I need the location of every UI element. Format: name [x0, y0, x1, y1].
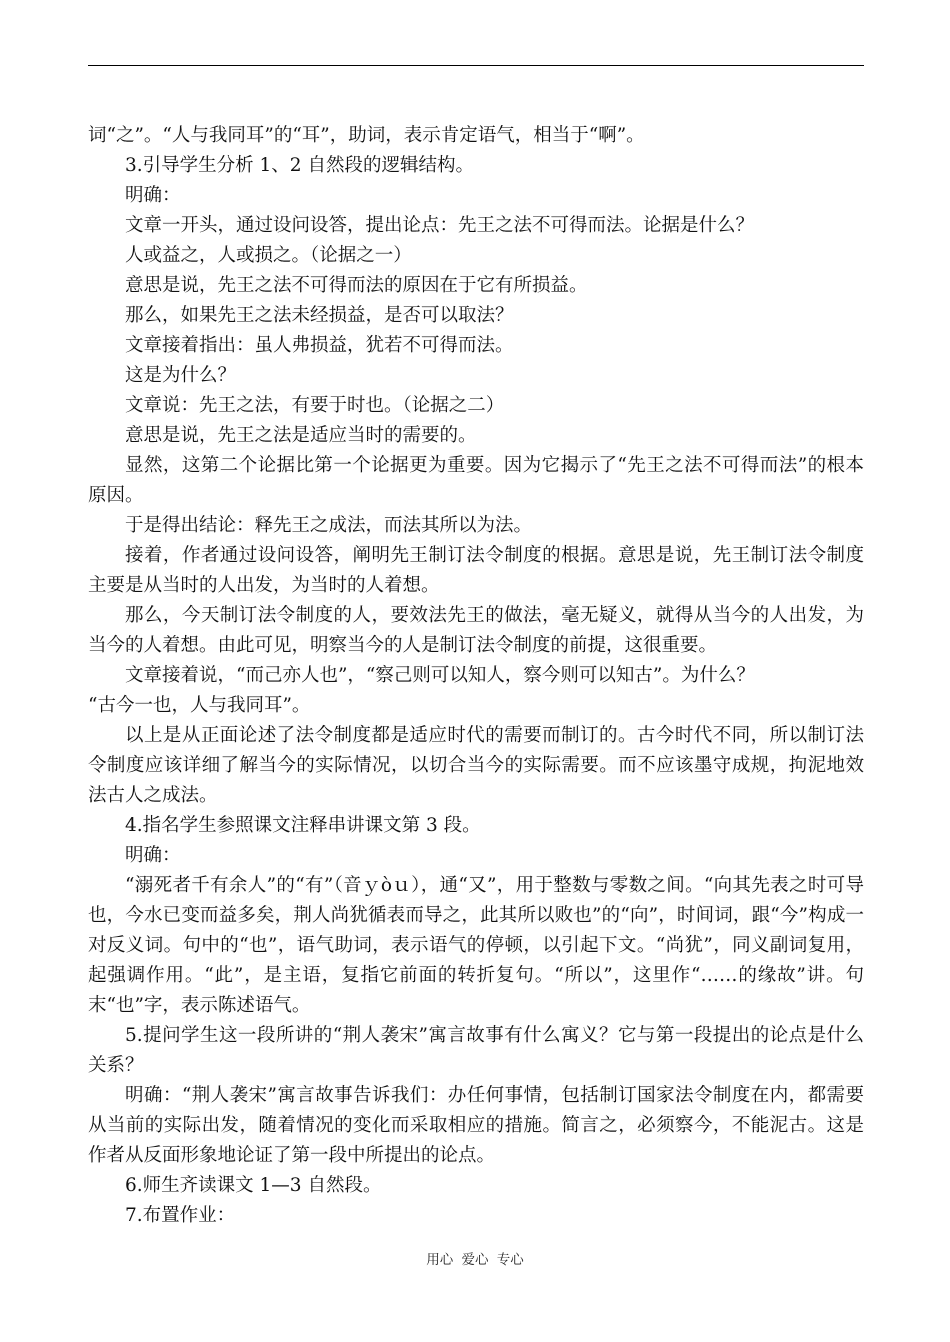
paragraph-p-note-detail: “溺死者千有余人”的“有”（音ｙòｕ），通“又”，用于整数与零数之间。“向其先表之时可导也，今水已变而益多矣，荆人尚犹循表而导之，此其所以败也”的“向”，时间词，跟“今”构成一对反义词。句中的“也”，语气助词，表示语气的停顿，以引起下文。“尚犹”，同义副词复用，起强调作用。“此”，是主语，复指它前面的转折复句。“所以”，这里作“……的缘故”讲。句末“也”字，表示陈述语气。 [88, 875, 864, 1016]
paragraph-p-question-1: 那么，如果先王之法未经损益，是否可以取法？ [125, 305, 514, 326]
paragraph-p-mingque-2: 明确： [125, 845, 181, 866]
paragraph-p-step5-heading: 5.提问学生这一段所讲的“荆人袭宋”寓言故事有什么寓义？它与第一段提出的论点是什么关系？ [88, 1025, 864, 1076]
paragraph-p-meaning-1: 意思是说，先王之法不可得而法的原因在于它有所损益。 [125, 275, 588, 296]
paragraph-p-opening-thesis: 文章一开头，通过设问设答，提出论点：先王之法不可得而法。论据是什么？ [125, 215, 755, 236]
paragraph-p-summary: 以上是从正面论述了法令制度都是适应时代的需要而制订的。古今时代不同，所以制订法令制度应该详细了解当今的实际情况，以切合当今的实际需要。而不应该墨守成规，拘泥地效法古人之成法。 [88, 725, 864, 806]
paragraph-p-step6-heading: 6.师生齐读课文 1—3 自然段。 [125, 1175, 382, 1196]
paragraph-p-continues: 文章接着说，“而己亦人也”，“察己则可以知人，察今则可以知古”。为什么？ [125, 665, 755, 686]
paragraph-p-mingque-3: 明确：“荆人袭宋”寓言故事告诉我们：办任何事情，包括制订国家法令制度在内，都需要从当前的实际出发，随着情况的变化而采取相应的措施。简言之，必须察今，不能泥古。这是作者从反面形象地论证了第一段中所提出的论点。 [88, 1085, 864, 1166]
paragraph-p-mingque-1: 明确： [125, 185, 181, 206]
document-body [88, 121, 864, 1231]
paragraph-p-continuation: 词“之”。“人与我同耳”的“耳”，助词，表示肯定语气，相当于“啊”。 [88, 125, 645, 146]
paragraph-p-point-out: 文章接着指出：虽人弗损益，犹若不可得而法。 [125, 335, 514, 356]
paragraph-p-step7-heading: 7.布置作业： [125, 1205, 236, 1226]
paragraph-p-quote: “古今一也，人与我同耳”。 [88, 695, 311, 716]
paragraph-p-next: 接着，作者通过设问设答，阐明先王制订法令制度的根据。意思是说，先王制订法令制度主要是从当时的人出发，为当时的人着想。 [88, 545, 864, 596]
paragraph-p-conclusion: 于是得出结论：释先王之成法，而法其所以为法。 [125, 515, 533, 536]
paragraph-p-step4-heading: 4.指名学生参照课文注释串讲课文第 3 段。 [125, 815, 481, 836]
paragraph-p-evidence-1: 人或益之，人或损之。（论据之一） [125, 245, 412, 266]
paragraph-p-then: 那么，今天制订法令制度的人，要效法先王的做法，毫无疑义，就得从当今的人出发，为当今的人着想。由此可见，明察当今的人是制订法令制度的前提，这很重要。 [88, 605, 864, 656]
paragraph-p-why: 这是为什么？ [125, 365, 237, 386]
paragraph-p-obviously: 显然，这第二个论据比第一个论据更为重要。因为它揭示了“先王之法不可得而法”的根本原因。 [88, 455, 864, 506]
page-footer: 用心 爱心 专心 [426, 1252, 524, 1268]
paragraph-p-step3-heading: 3.引导学生分析 1、2 自然段的逻辑结构。 [125, 155, 474, 176]
paragraph-p-evidence-2: 文章说：先王之法，有要于时也。（论据之二） [125, 395, 505, 416]
paragraph-p-meaning-2: 意思是说，先王之法是适应当时的需要的。 [125, 425, 477, 446]
header-rule [88, 65, 864, 66]
